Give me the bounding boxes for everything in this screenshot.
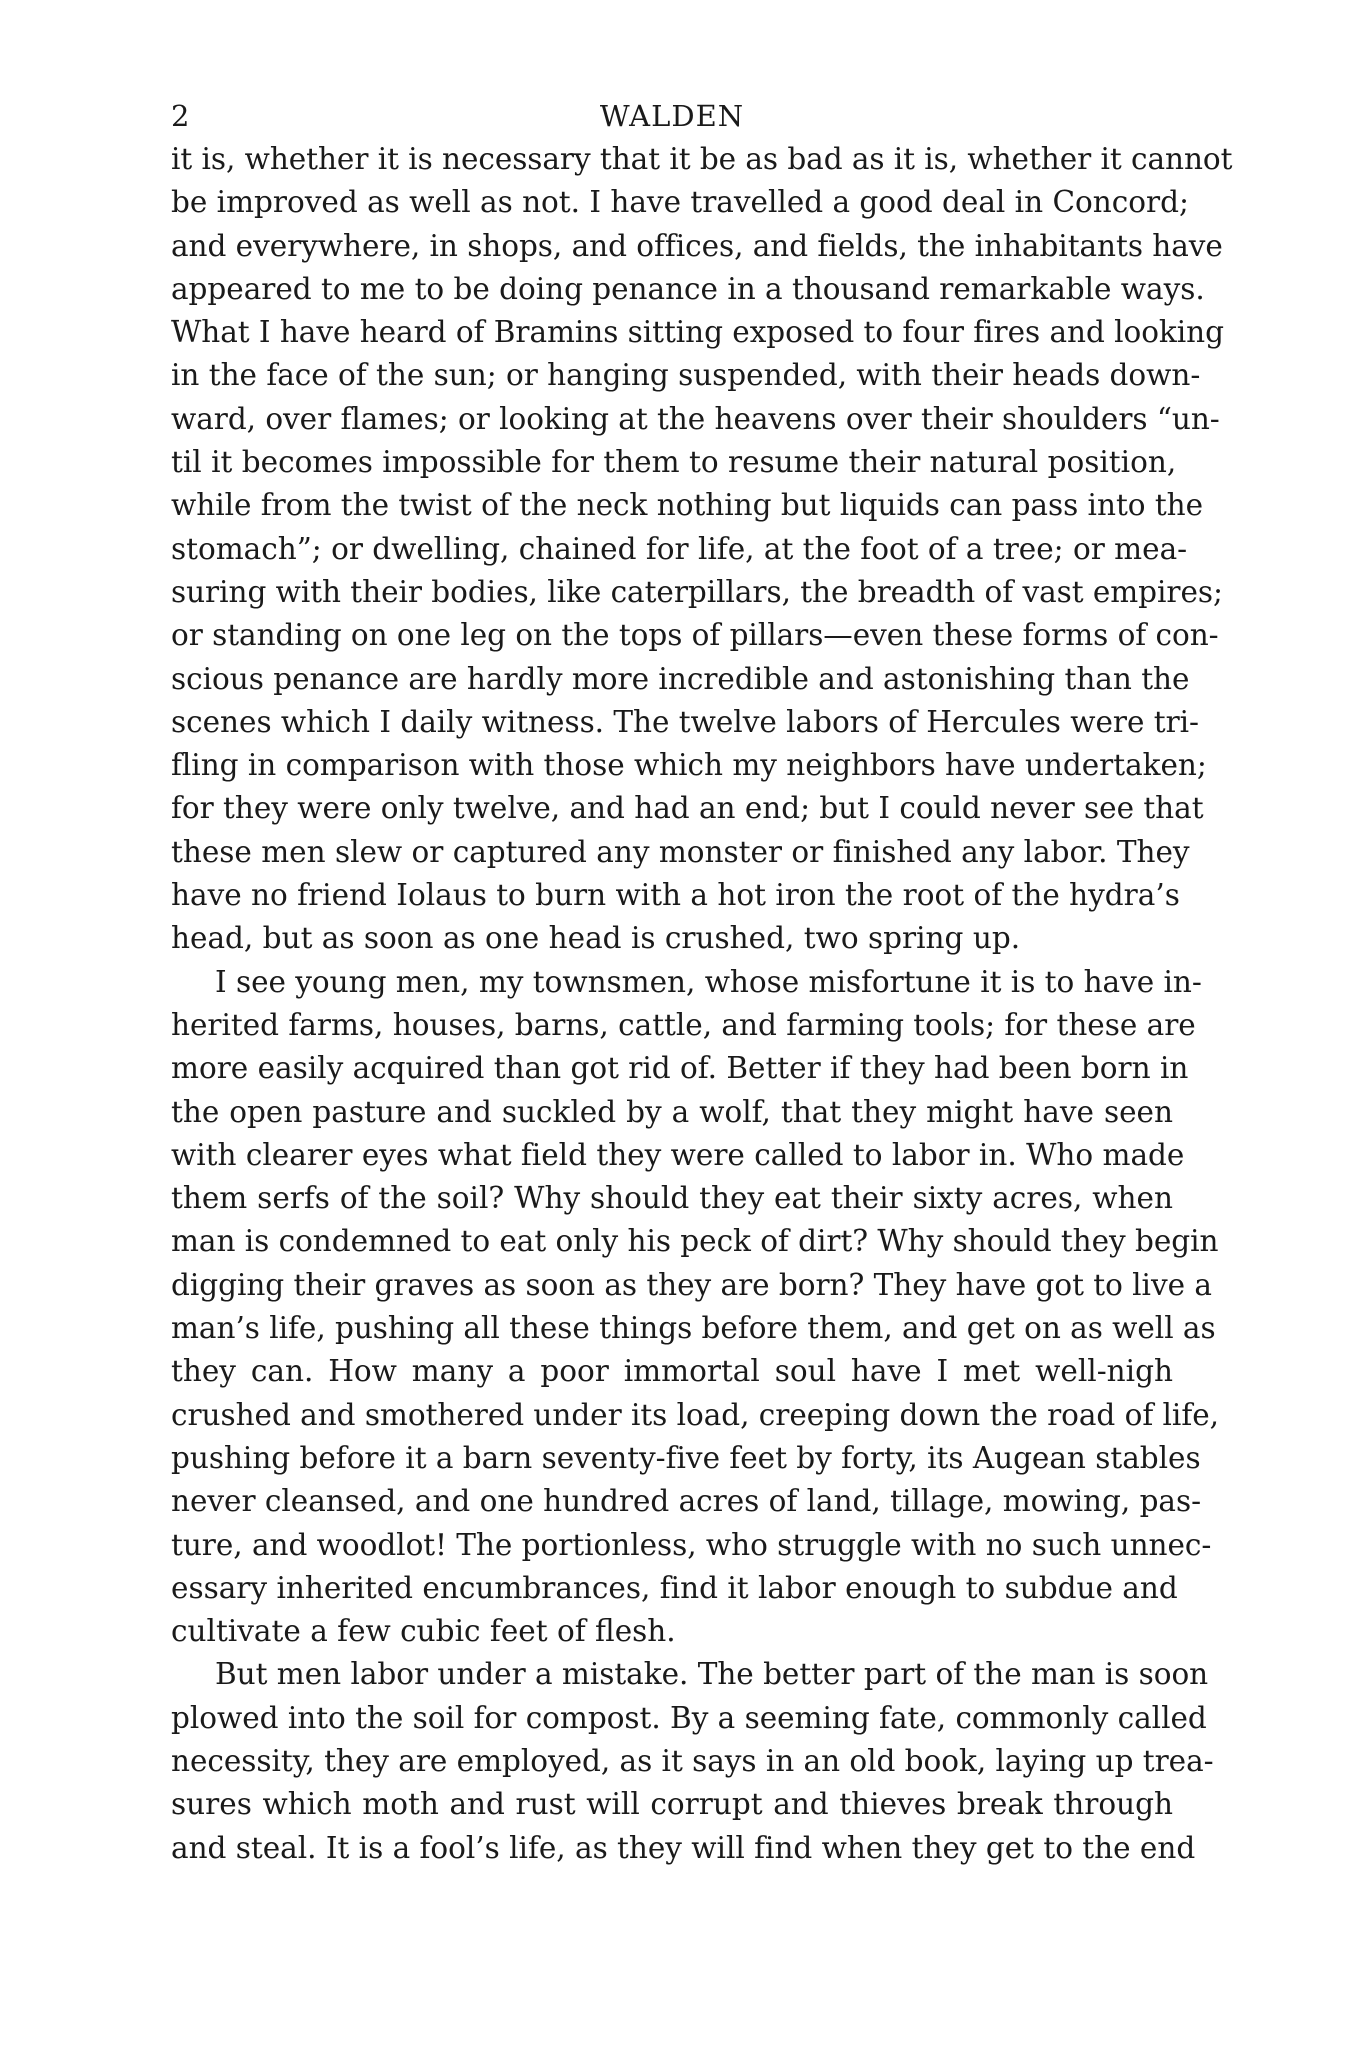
- text-line: herited farms, houses, barns, cattle, and farming tools; for these are: [171, 1007, 1196, 1042]
- text-line: ward, over flames; or looking at the heavens over their shoulders “un-: [171, 401, 1220, 436]
- paragraph: [171, 1653, 1214, 1869]
- text-line: suring with their bodies, like caterpillars, the breadth of vast empires;: [171, 574, 1223, 609]
- text-line: and steal. It is a fool’s life, as they will find when they get to the end: [171, 1830, 1196, 1865]
- text-line: sures which moth and rust will corrupt and thieves break through: [171, 1787, 1173, 1822]
- text-line: ture, and woodlot! The portionless, who struggle with no such unnec-: [171, 1527, 1212, 1562]
- body-text: [171, 138, 1233, 1870]
- text-line: while from the twist of the neck nothing but liquids can pass into the: [171, 488, 1204, 523]
- page-number: 2: [171, 99, 190, 133]
- text-line: or standing on one leg on the tops of pillars—even these forms of con-: [171, 618, 1219, 653]
- text-line: til it becomes impossible for them to resume their natural position,: [171, 445, 1177, 480]
- running-head: [171, 94, 1173, 138]
- text-line: digging their graves as soon as they are born? They have got to live a: [171, 1267, 1212, 1302]
- text-line: they can. How many a poor immortal soul have I met well-nigh: [171, 1354, 1173, 1389]
- paragraph: [171, 138, 1233, 961]
- text-line: head, but as soon as one head is crushed, two spring up.: [171, 921, 1021, 956]
- text-line: scenes which I daily witness. The twelve labors of Hercules were tri-: [171, 704, 1200, 739]
- text-line: the open pasture and suckled by a wolf, that they might have seen: [171, 1094, 1173, 1129]
- text-line: be improved as well as not. I have travelled a good deal in Concord;: [171, 185, 1189, 220]
- text-line: in the face of the sun; or hanging suspended, with their heads down-: [171, 358, 1201, 393]
- text-line: I see young men, my townsmen, whose misfortune it is to have in-: [215, 964, 1202, 999]
- text-line: cultivate a few cubic feet of flesh.: [171, 1614, 676, 1649]
- text-line: have no friend Iolaus to burn with a hot iron the root of the hydra’s: [171, 878, 1180, 913]
- text-line: more easily acquired than got rid of. Better if they had been born in: [171, 1051, 1189, 1086]
- text-line: essary inherited encumbrances, find it labor enough to subdue and: [171, 1570, 1178, 1605]
- text-line: them serfs of the soil? Why should they eat their sixty acres, when: [171, 1181, 1173, 1216]
- text-line: man’s life, pushing all these things before them, and get on as well as: [171, 1311, 1216, 1346]
- text-line: man is condemned to eat only his peck of dirt? Why should they begin: [171, 1224, 1219, 1259]
- book-title: WALDEN: [599, 99, 745, 133]
- text-line: crushed and smothered under its load, creeping down the road of life,: [171, 1397, 1219, 1432]
- text-line: But men labor under a mistake. The better part of the man is soon: [215, 1657, 1209, 1692]
- text-line: appeared to me to be doing penance in a thousand remarkable ways.: [171, 271, 1205, 306]
- book-page: [171, 94, 1233, 1870]
- text-line: these men slew or captured any monster or finished any labor. They: [171, 834, 1190, 869]
- text-line: fling in comparison with those which my neighbors have undertaken;: [171, 748, 1207, 783]
- text-line: and everywhere, in shops, and offices, and fields, the inhabitants have: [171, 228, 1223, 263]
- text-line: never cleansed, and one hundred acres of land, tillage, mowing, pas-: [171, 1484, 1202, 1519]
- text-line: it is, whether it is necessary that it be as bad as it is, whether it cannot: [171, 142, 1233, 176]
- text-line: What I have heard of Bramins sitting exposed to four fires and looking: [171, 315, 1224, 350]
- text-line: pushing before it a barn seventy-five feet by forty, its Augean stables: [171, 1440, 1201, 1475]
- text-line: necessity, they are employed, as it says in an old book, laying up trea-: [171, 1743, 1214, 1778]
- paragraph: [171, 961, 1219, 1654]
- text-line: scious penance are hardly more incredible and astonishing than the: [171, 661, 1190, 696]
- text-line: for they were only twelve, and had an end; but I could never see that: [171, 791, 1204, 826]
- text-line: stomach”; or dwelling, chained for life, at the foot of a tree; or mea-: [171, 531, 1188, 566]
- text-line: with clearer eyes what field they were called to labor in. Who made: [171, 1137, 1185, 1172]
- text-line: plowed into the soil for compost. By a seeming fate, commonly called: [171, 1700, 1207, 1735]
